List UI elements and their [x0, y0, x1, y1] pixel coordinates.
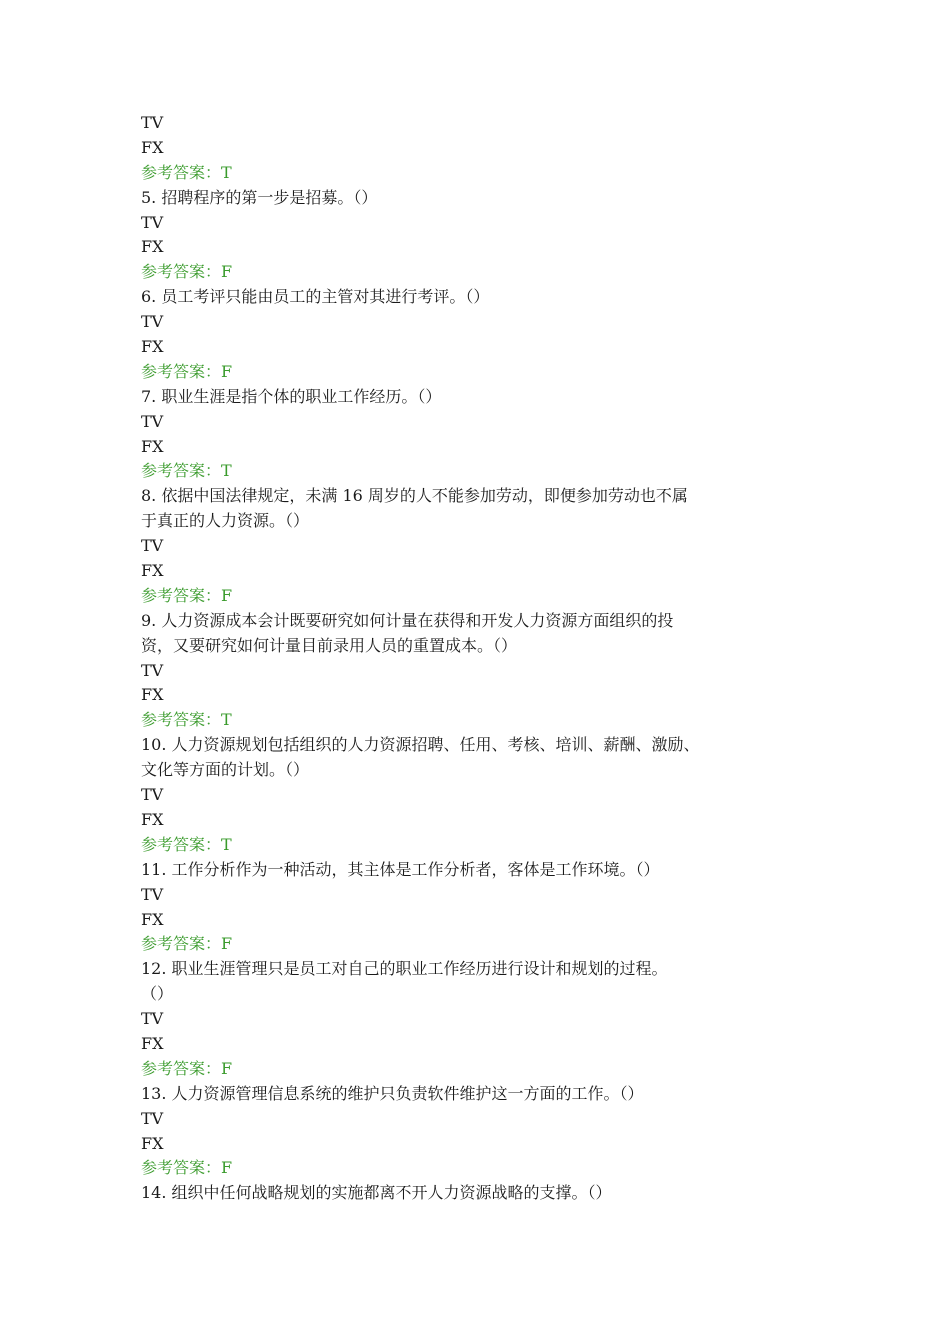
- option-false: FX: [141, 909, 164, 929]
- option-true: TV: [141, 660, 164, 680]
- question-list: [141, 111, 821, 1206]
- reference-answer: 参考答案：F: [141, 361, 233, 381]
- option-true: TV: [141, 785, 164, 805]
- reference-answer: 参考答案：T: [141, 461, 232, 481]
- question-text: 14. 组织中任何战略规划的实施都离不开人力资源战略的支撑。（）: [141, 1183, 612, 1203]
- option-false: FX: [141, 137, 164, 157]
- option-false: FX: [141, 1033, 164, 1053]
- option-false: FX: [141, 337, 164, 357]
- reference-answer: 参考答案：F: [141, 934, 233, 954]
- option-true: TV: [141, 1108, 164, 1128]
- question-text-continued: 于真正的人力资源。（）: [141, 511, 310, 531]
- question-text: 11. 工作分析作为一种活动，其主体是工作分析者，客体是工作环境。（）: [141, 859, 660, 879]
- question-text: 10. 人力资源规划包括组织的人力资源招聘、任用、考核、培训、薪酬、激励、: [141, 735, 700, 755]
- option-false: FX: [141, 685, 164, 705]
- reference-answer: 参考答案：F: [141, 585, 233, 605]
- reference-answer: 参考答案：T: [141, 710, 232, 730]
- option-true: TV: [141, 884, 164, 904]
- question-text-continued: 文化等方面的计划。（）: [141, 760, 310, 780]
- question-text: 9. 人力资源成本会计既要研究如何计量在获得和开发人力资源方面组织的投: [141, 610, 674, 630]
- reference-answer: 参考答案：F: [141, 1158, 233, 1178]
- option-true: TV: [141, 536, 164, 556]
- question-text: 5. 招聘程序的第一步是招募。（）: [141, 187, 378, 207]
- option-true: TV: [141, 113, 164, 132]
- question-text: 7. 职业生涯是指个体的职业工作经历。（）: [141, 386, 442, 406]
- question-text-continued: （）: [141, 984, 174, 1004]
- option-true: TV: [141, 1009, 164, 1029]
- option-true: TV: [141, 212, 164, 232]
- option-true: TV: [141, 312, 164, 332]
- option-false: FX: [141, 809, 164, 829]
- question-text: 8. 依据中国法律规定，未满 16 周岁的人不能参加劳动，即便参加劳动也不属: [141, 486, 688, 506]
- reference-answer: 参考答案：T: [141, 162, 232, 182]
- reference-answer: 参考答案：F: [141, 262, 233, 282]
- question-text-continued: 资，又要研究如何计量目前录用人员的重置成本。（）: [141, 635, 518, 655]
- question-text: 13. 人力资源管理信息系统的维护只负责软件维护这一方面的工作。（）: [141, 1083, 644, 1103]
- option-false: FX: [141, 436, 164, 456]
- option-false: FX: [141, 561, 164, 581]
- reference-answer: 参考答案：F: [141, 1058, 233, 1078]
- question-text: 12. 职业生涯管理只是员工对自己的职业工作经历进行设计和规划的过程。: [141, 959, 668, 979]
- option-false: FX: [141, 1133, 164, 1153]
- option-true: TV: [141, 411, 164, 431]
- reference-answer: 参考答案：T: [141, 834, 232, 854]
- option-false: FX: [141, 237, 164, 257]
- question-text: 6. 员工考评只能由员工的主管对其进行考评。（）: [141, 287, 490, 307]
